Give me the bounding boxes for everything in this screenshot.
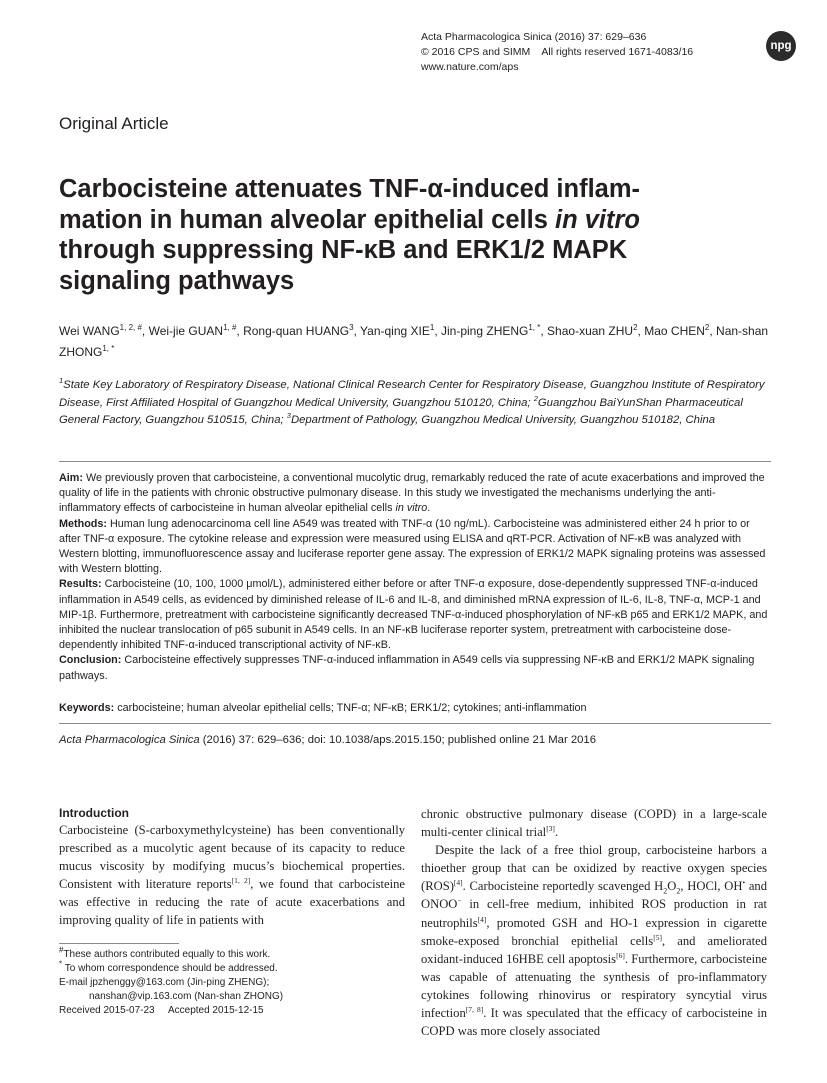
footnote-received: Received 2015-07-23 Accepted 2015-12-15 [59, 1005, 264, 1016]
abstract-methods: Methods: Human lung adenocarcinoma cell line A549 was treated with TNF-α (10 ng/mL). Carbocisteine was administered either 24 h prior to or after TNF-α exposure. The cytokine release and expression were measured using ELISA and qRT-PCR. Activation of NF-κB was analyzed with Western blotting, immunofluorescence assay and luciferase reporter gene assay. The expression of ERK1/2 MAPK signaling proteins was assessed with Western blotting. [59, 517, 766, 576]
article-citation: Acta Pharmacologica Sinica (2016) 37: 629–636; doi: 10.1038/aps.2015.150; published online 21 Mar 2016 [59, 734, 596, 746]
title-line-3: through suppressing NF-κB and ERK1/2 MAPK [59, 236, 628, 264]
journal-url-link[interactable]: www.nature.com/aps [421, 61, 519, 73]
abstract [59, 471, 771, 684]
keywords: Keywords: carbocisteine; human alveolar epithelial cells; TNF-α; NF-κB; ERK1/2; cytokines; anti-inflammation [59, 702, 587, 714]
body-paragraph: Despite the lack of a free thiol group, carbocisteine harbors a thioether group that can be oxidized by reactive oxygen species (ROS)[4]. Carbocisteine reportedly scavenged $H_2O_2$, HOCl, OH• and ONOO− in cell-free medium, inhibited ROS production in rat neutrophils[4], promoted GSH and HO-1 expression in cigarette smoke-exposed bronchial epithelial cells[5], and ameliorated oxidant-induced 16HBE cell apoptosis[6]. Furthermore, carbocisteine was capable of attenuating the synthesis of pro-inflammatory cytokines following rhinovirus or respiratory syncytial virus infection[7, 8]. It was speculated that the efficacy of carbocisteine in COPD was more closely associated [421, 843, 767, 1039]
author: Rong-quan HUANG$^3$, [243, 323, 361, 338]
abstract-results: Results: Carbocisteine (10, 100, 1000 μmol/L), administered either before or after TNF-α exposure, dose-dependently suppressed TNF-α-induced inflammation in A549 cells, as evidenced by diminished release of IL-6 and IL-8, and diminished mRNA expression of IL-6, IL-8, TNF-α, MCP-1 and MIP-1β. Furthermore, pretreatment with carbocisteine significantly decreased TNF-α-induced phosphorylation of NF-κB p65 and ERK1/2 MAPK, and inhibited the nuclear translocation of p65 subunit in A549 cells. In an NF-κB luciferase reporter system, pretreatment with carbocisteine dose-dependently inhibited TNF-α-induced transcriptional activity of NF-κB. [59, 578, 768, 652]
copyright-line: © 2016 CPS and SIMM All rights reserved 1671-4083/16 [421, 46, 694, 58]
author: Shao-xuan ZHU$^2$, [547, 323, 645, 338]
affiliation: State Key Laboratory of Respiratory Disease, National Clinical Research Center for Respiratory Disease, Guangzhou Institute of Respiratory Disease, First Affiliated Hospital of Guangzhou Medical University, Guangzhou 510120, China; [59, 379, 765, 409]
title-line-1: Carbocisteine attenuates TNF-α-induced inflam- [59, 175, 640, 203]
abstract-conclusion: Conclusion: Carbocisteine effectively suppresses TNF-α-induced inflammation in A549 cells via suppressing NF-κB and ERK1/2 MAPK signaling pathways. [59, 654, 755, 682]
body-paragraph: chronic obstructive pulmonary disease (COPD) in a large-scale multi-center clinical trial[3]. [421, 807, 767, 840]
npg-logo: npg [766, 31, 796, 61]
abstract-top-rule [59, 461, 771, 462]
intro-paragraph: Carbocisteine (S-carboxymethylcysteine) has been conventionally prescribed as a mucolytic agent because of its capacity to reduce mucus viscosity by modifying mucus’s biochemical properties. Consistent with literature reports[1, 2], we found that carbocisteine was effective in reducing the rate of acute exacerbations and improving quality of life in patients with [59, 823, 406, 928]
keywords-rule [59, 723, 771, 724]
affiliation: Department of Pathology, Guangzhou Medical University, Guangzhou 510182, China [290, 414, 716, 427]
footnote-equal-contribution: #These authors contributed equally to this work. [59, 945, 271, 960]
title-line-4: signaling pathways [59, 266, 295, 295]
author: Yan-qing XIE$^1$, [360, 323, 441, 338]
article-title [59, 174, 759, 296]
author: Wei-jie $GUAN^{1, \#}$, [148, 323, 244, 338]
intro-column [59, 805, 405, 930]
title-italic: in vitro [554, 205, 640, 234]
footnote-rule [59, 943, 179, 944]
right-column [421, 805, 767, 1040]
section-heading-introduction: Introduction [59, 806, 129, 820]
footnote-correspondence: * To whom correspondence should be addressed. [59, 959, 278, 974]
affiliation: Guangzhou BaiYunShan Pharmaceutical General Factory, Guangzhou 510515, China; [59, 396, 743, 427]
journal-header [421, 30, 711, 75]
author: Wei $WANG^{1, 2, \#}$, [59, 323, 149, 338]
author: Nan-shan $ZHONG^{1, *}$ [59, 324, 769, 359]
article-type: Original Article [59, 114, 169, 133]
abstract-aim: Aim: We previously proven that carbocisteine, a conventional mucolytic drug, remarkably reduced the rate of acute exacerbations and improved the quality of life in the patients with chronic obstructive pulmonary disease. In this study we investigated the mechanisms underlying the anti-inflammatory effects of carbocisteine in human alveolar epithelial cells in vitro. [59, 472, 765, 515]
author-list [59, 321, 771, 363]
author: Jin-ping $ZHENG^{1, *}$, [441, 323, 548, 338]
journal-citation-line: Acta Pharmacologica Sinica (2016) 37: 629–636 [421, 31, 647, 43]
author: Mao CHEN$^2$, [644, 323, 717, 338]
footnote-email-1[interactable]: E-mail jpzhenggy@163.com (Jin-ping ZHENG); [59, 977, 270, 988]
footnote-email-2[interactable]: nanshan@vip.163.com (Nan-shan ZHONG) [89, 991, 284, 1002]
title-line-2: mation in human alveolar epithelial cells [59, 205, 555, 234]
affiliations: $^1$State Key Laboratory of Respiratory Disease, National Clinical Research Center for Respiratory Disease, Guangzhou Institute of Respiratory Disease, First Affiliated Hospital of Guangzhou Medical University, Guangzhou 510120, China; $^2$Guangzhou BaiYunShan Pharmaceutical General Factory, Guangzhou 510515, China; $^3$Department of Pathology, Guangzhou Medical University, Guangzhou 510182, China [59, 376, 765, 427]
footnotes [59, 945, 405, 1018]
